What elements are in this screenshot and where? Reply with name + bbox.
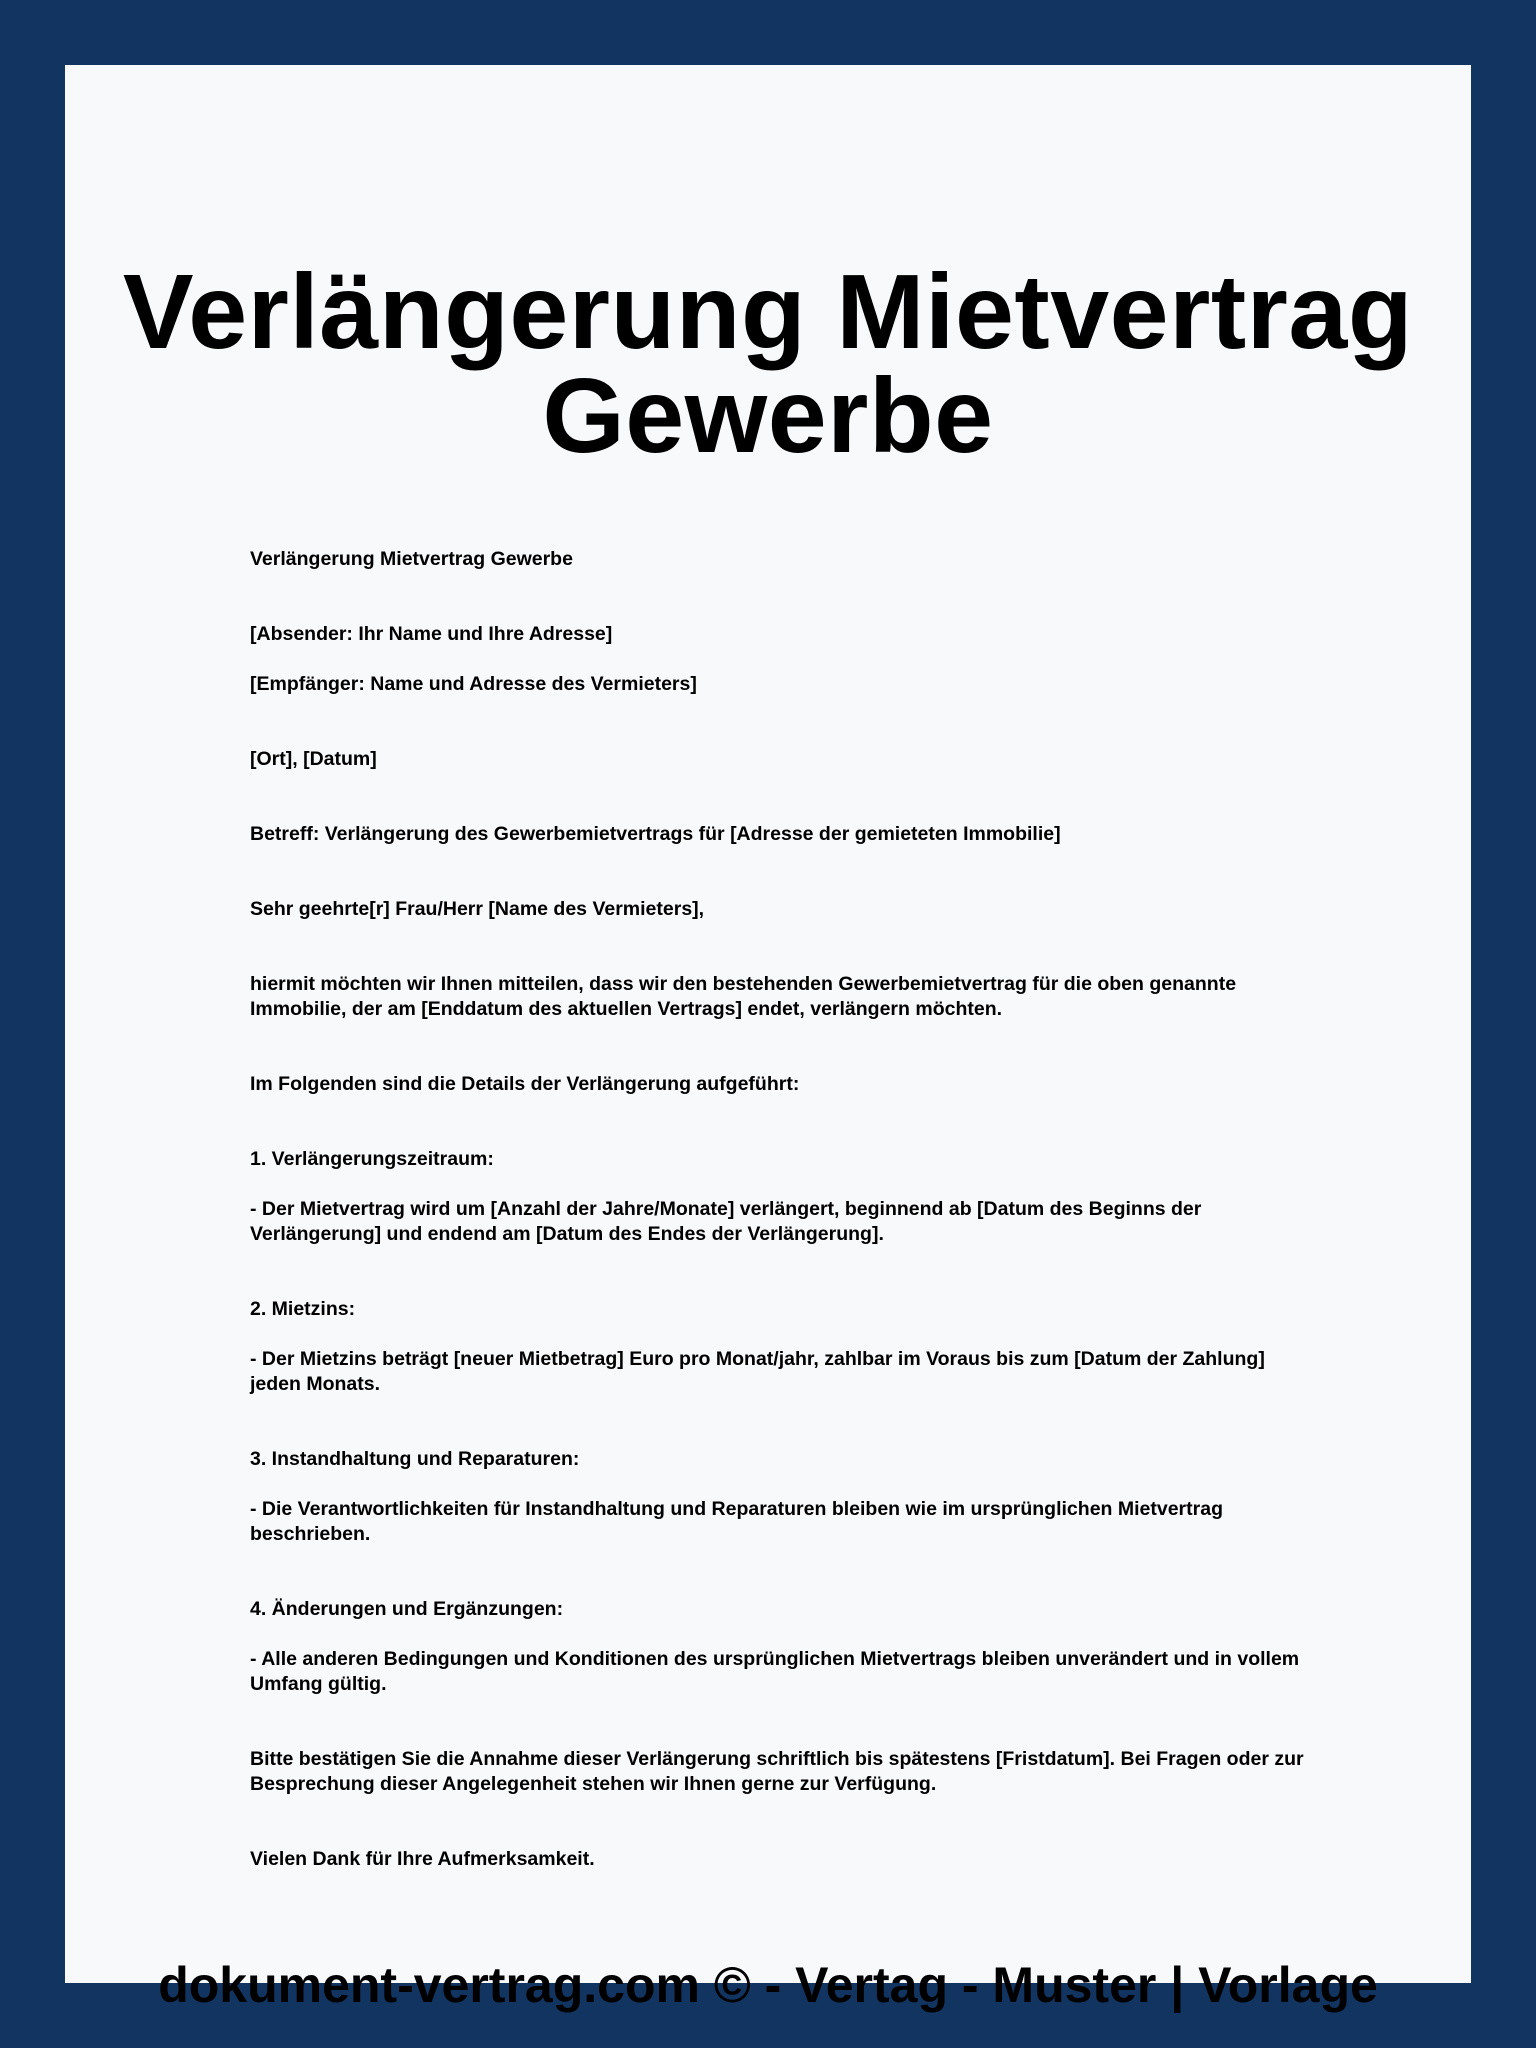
section-text: - Der Mietvertrag wird um [Anzahl der Jahre/Monate] verlängert, beginnend ab [Datum des Beginns der Verlängerung] und endend am [Datum des Endes der Verlängerung]. [250,1198,1202,1245]
section-text: - Alle anderen Bedingungen und Konditionen des ursprünglichen Mietvertrags bleiben unverändert und in vollem Umfang gültig. [250,1648,1300,1695]
section-heading: 3. Instandhaltung und Reparaturen: [250,1448,580,1470]
place-date-line: [Ort], [Datum] [250,748,377,770]
letter-heading: Verlängerung Mietvertrag Gewerbe [250,548,573,570]
section-heading: 2. Mietzins: [250,1298,356,1320]
thanks-line: Vielen Dank für Ihre Aufmerksamkeit. [250,1848,595,1870]
section-heading: 4. Änderungen und Ergänzungen: [250,1598,564,1620]
section-heading: 1. Verlängerungszeitraum: [250,1148,494,1170]
salutation: Sehr geehrte[r] Frau/Herr [Name des Vermieters], [250,898,705,920]
intro-paragraph: hiermit möchten wir Ihnen mitteilen, dass wir den bestehenden Gewerbemietvertrag für die oben genannte Immobilie, der am [Enddatum des aktuellen Vertrags] endet, verlängern möchten. [250,973,1237,1020]
letter-body [250,547,1310,1872]
page-title: Verlängerung Mietvertrag Gewerbe [122,253,1414,475]
details-intro: Im Folgenden sind die Details der Verlängerung aufgeführt: [250,1073,800,1095]
recipient-line: [Empfänger: Name und Adresse des Vermieters] [250,673,697,695]
document-page [65,65,1471,2013]
section-text: - Der Mietzins beträgt [neuer Mietbetrag] Euro pro Monat/jahr, zahlbar im Voraus bis zum [Datum der Zahlung] jeden Monats. [250,1348,1265,1395]
subject-line: Betreff: Verlängerung des Gewerbemietvertrags für [Adresse der gemieteten Immobilie] [250,823,1061,845]
footer-watermark: dokument-vertrag.com © - Vertag - Muster | Vorlage [158,1957,1378,2013]
sender-line: [Absender: Ihr Name und Ihre Adresse] [250,623,613,645]
section-text: - Die Verantwortlichkeiten für Instandhaltung und Reparaturen bleiben wie im ursprünglichen Mietvertrag beschrieben. [250,1498,1223,1545]
closing-paragraph: Bitte bestätigen Sie die Annahme dieser Verlängerung schriftlich bis spätestens [Fristdatum]. Bei Fragen oder zur Besprechung dieser Angelegenheit stehen wir Ihnen gerne zur Verfügung. [250,1748,1304,1795]
